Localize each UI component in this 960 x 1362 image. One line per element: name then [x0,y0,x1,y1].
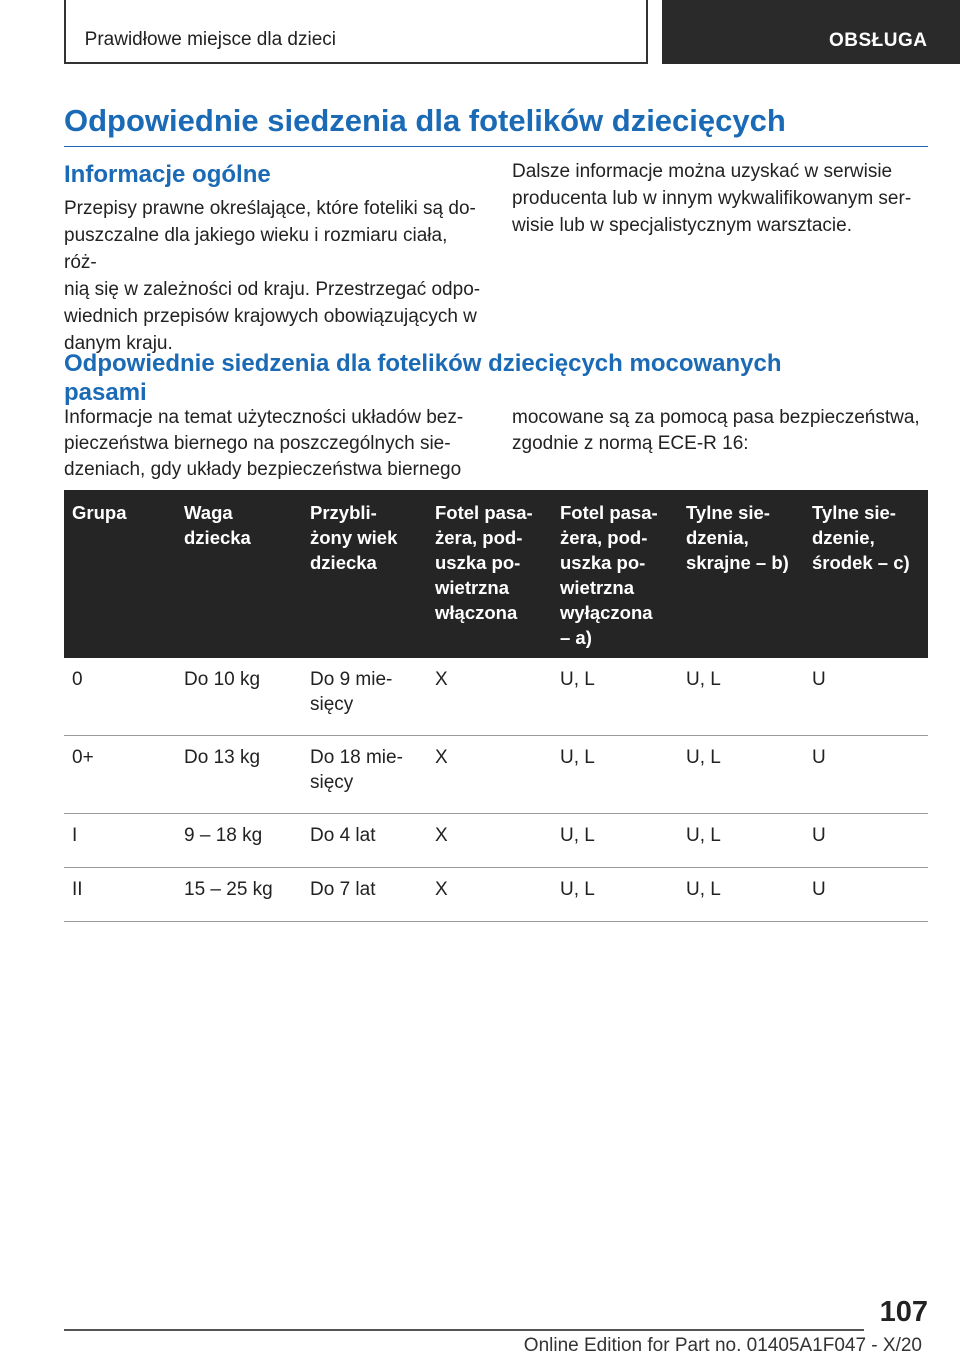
header-line: żera, pod‐ [560,527,648,548]
cell-text: Do 9 mie‐ [310,669,393,690]
cell-text: 0+ [72,747,94,768]
header-chapter-tab: OBSŁUGA [662,0,960,64]
cell-text: U [812,747,826,768]
col-header-group [64,490,176,658]
header-line: dziecka [184,527,251,548]
text-line: wisie lub w specjalistycznym warsztacie. [512,215,852,236]
cell-text: sięcy [310,772,354,793]
text-line: mocowane są za pomocą pasa bezpieczeństwa, [512,407,920,428]
text-line: Informacje na temat użyteczności układów bez‐ [64,407,464,428]
table-row [64,736,928,814]
header-line: Waga [184,502,233,523]
table-header-row [64,490,928,658]
table-cell [176,868,302,922]
general-info-right-paragraph [512,158,928,239]
cell-text: U, L [686,825,721,846]
title-divider [64,146,928,147]
header-line: uszka po‐ [435,552,521,573]
footer-edition-text: Online Edition for Part no. 01405A1F047 - X/20 [523,1335,922,1356]
table-cell [678,658,804,736]
cell-text: Do 7 lat [310,879,376,900]
text-line: wiednich przepisów krajowych obowiązujących w [64,306,477,327]
col-header-passenger-airbag-on [427,490,552,658]
text-line: danym kraju. [64,333,173,354]
cell-text: 9 – 18 kg [184,825,263,846]
header-line: włączona [435,602,518,623]
table-cell [804,736,928,814]
col-header-rear-outer [678,490,804,658]
cell-text: X [435,747,448,768]
cell-text: U [812,879,826,900]
cell-text: U, L [560,879,595,900]
footer-divider [64,1329,864,1331]
table-cell [302,868,427,922]
header-section-box [64,0,648,64]
header-line: żony wiek [310,527,398,548]
general-info-heading: Informacje ogólne [64,161,271,188]
header-line: Fotel pasa‐ [560,502,658,523]
child-seat-suitability-table [64,490,928,922]
table-cell [64,658,176,736]
table-cell [678,868,804,922]
header-line: skrajne – b) [686,552,789,573]
text-line: nią się w zależności od kraju. Przestrzegać odpo‐ [64,279,481,300]
header-line: – a) [560,627,592,648]
cell-text: X [435,825,448,846]
page-title: Odpowiednie siedzenia dla fotelików dziecięcych [64,103,786,138]
col-header-rear-center [804,490,928,658]
header-line: Przybli‐ [310,502,377,523]
table-cell [64,814,176,868]
table-cell [552,814,678,868]
table-cell [427,736,552,814]
table-cell [302,814,427,868]
cell-text: U, L [560,669,595,690]
cell-text: U, L [560,825,595,846]
table-cell [804,868,928,922]
cell-text: 0 [72,669,83,690]
table-row [64,814,928,868]
table-cell [427,868,552,922]
cell-text: U [812,825,826,846]
col-header-weight [176,490,302,658]
header-line: dziecka [310,552,377,573]
cell-text: 15 – 25 kg [184,879,273,900]
table-cell [804,658,928,736]
table-row [64,868,928,922]
table-cell [176,814,302,868]
table-cell [804,814,928,868]
header-line: żera, pod‐ [435,527,523,548]
page-number: 107 [879,1296,928,1328]
text-line: pieczeństwa biernego na poszczególnych sie‐ [64,433,451,454]
table-cell [552,736,678,814]
text-line: puszczalne dla jakiego wieku i rozmiaru ciała, róż‐ [64,225,448,273]
table-cell [176,736,302,814]
general-info-left-paragraph [64,195,484,357]
table-cell [678,814,804,868]
cell-text: II [72,879,83,900]
cell-text: U, L [560,747,595,768]
header-section-title: Prawidłowe miejsce dla dzieci [84,29,336,50]
cell-text: Do 18 mie‐ [310,747,403,768]
cell-text: Do 4 lat [310,825,376,846]
cell-text: X [435,669,448,690]
header-line: Tylne sie‐ [812,502,896,523]
col-header-passenger-airbag-off [552,490,678,658]
header-line: Grupa [72,502,127,523]
heading-line: Odpowiednie siedzenia dla fotelików dziecięcych mocowanych [64,350,782,377]
text-line: Przepisy prawne określające, które foteliki są do‐ [64,198,476,219]
header-line: wietrzna [435,577,510,598]
cell-text: U, L [686,747,721,768]
header-line: wyłączona [560,602,653,623]
belted-left-paragraph [64,405,494,483]
table-cell [64,868,176,922]
cell-text: U, L [686,669,721,690]
cell-text: U, L [686,879,721,900]
table-cell [427,814,552,868]
table-cell [427,658,552,736]
cell-text: Do 10 kg [184,669,261,690]
text-line: zgodnie z normą ECE-R 16: [512,433,749,454]
header-line: Fotel pasa‐ [435,502,533,523]
header-line: dzenie, [812,527,875,548]
header-line: środek – c) [812,552,910,573]
table-cell [302,736,427,814]
cell-text: sięcy [310,694,354,715]
table-cell [302,658,427,736]
cell-text: I [72,825,78,846]
cell-text: U [812,669,826,690]
belted-right-paragraph [512,405,928,457]
table-cell [552,868,678,922]
header-line: Tylne sie‐ [686,502,770,523]
header-line: dzenia, [686,527,749,548]
cell-text: Do 13 kg [184,747,261,768]
header-line: uszka po‐ [560,552,646,573]
table-cell [678,736,804,814]
table-cell [176,658,302,736]
col-header-age [302,490,427,658]
table-cell [552,658,678,736]
belted-seats-heading [64,349,928,407]
text-line: Dalsze informacje można uzyskać w serwisie [512,161,893,182]
heading-line: pasami [64,379,147,406]
cell-text: X [435,879,448,900]
text-line: dzeniach, gdy układy bezpieczeństwa biernego [64,459,462,480]
table-cell [64,736,176,814]
header-line: wietrzna [560,577,635,598]
table-row [64,658,928,736]
text-line: producenta lub w innym wykwalifikowanym ser‐ [512,188,912,209]
